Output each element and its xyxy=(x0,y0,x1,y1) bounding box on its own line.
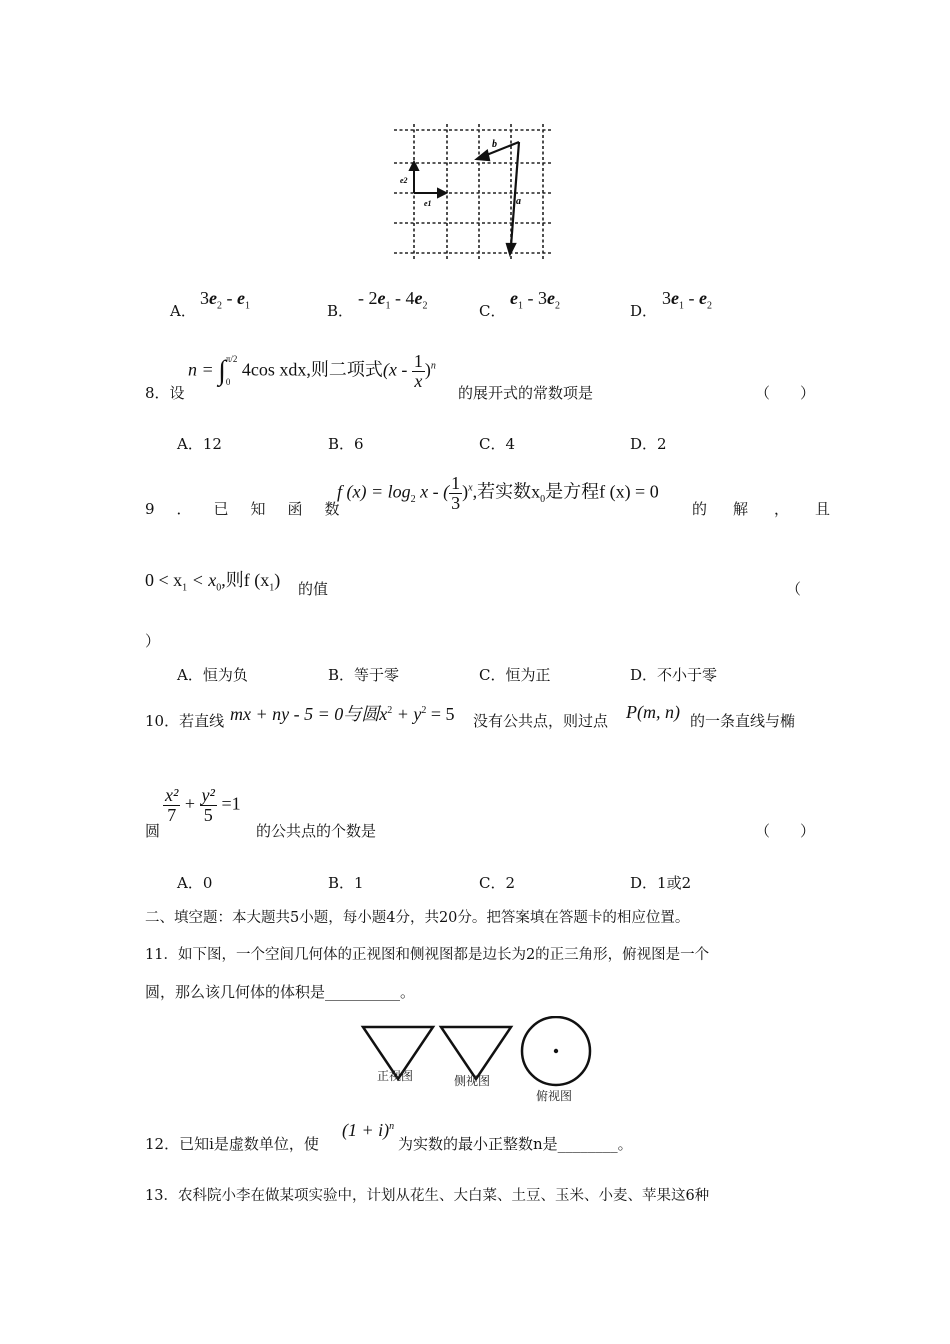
vector-b xyxy=(477,142,519,160)
q8-option-c: C．4 xyxy=(479,435,516,453)
q10-option-c: C．2 xyxy=(479,874,516,892)
q12-math: $(1 + i)^n$ xyxy=(342,1120,395,1140)
q9-option-b: B．等于零 xyxy=(328,666,400,684)
label-e1: e1 xyxy=(424,199,432,208)
q10-line2-text: 的公共点的个数是 xyxy=(256,822,377,840)
q9-paren-close: ） xyxy=(145,632,161,650)
caption-front-view: 正视图 xyxy=(377,1069,414,1083)
caption-side-view: 侧视图 xyxy=(454,1074,491,1088)
q13-line1: 13．农科院小李在做某项实验中，计划从花生、大白菜、土豆、玉米、小麦、苹果这6种 xyxy=(145,1188,710,1204)
q11-line1: 11．如下图，一个空间几何体的正视图和侧视图都是边长为2的正三角形，俯视图是一个 xyxy=(145,947,710,963)
q10-ellipse-eq: $\frac{\text{x²}}{7}$ + $\frac{\text{y²}}{5}$ =1 xyxy=(165,785,241,825)
q9-math: f $(x) = \log_2 x$ - ( $\frac{1}{3}$ )$^x$,若实数$x_0$是方程f (x) = 0 xyxy=(337,473,659,513)
q10-suffix: 的一条直线与椭 xyxy=(690,712,796,730)
q9-option-d: D．不小于零 xyxy=(630,666,718,684)
top-view-center xyxy=(554,1049,558,1053)
label-b: b xyxy=(492,139,497,150)
side-view-triangle xyxy=(441,1027,511,1079)
q10-point: P(m, n) xyxy=(626,702,680,722)
q8-math: n = ∫ π/2 0 4cos xdx,则二项式(x - $\frac{1}{x}$ )$^n$ xyxy=(188,351,436,391)
q9-option-a: A．恒为负 xyxy=(177,666,248,684)
q8-answer-paren: （ ） xyxy=(755,384,816,402)
q12-prefix: 12．已知i是虚数单位，使 xyxy=(145,1135,319,1153)
q9-prefix: 9．已知函数 xyxy=(145,500,362,518)
q12-suffix: 为实数的最小正整数n是________。 xyxy=(398,1135,633,1153)
q9-suffix: 的解，且 xyxy=(692,500,857,518)
q10-option-a: A．0 xyxy=(177,874,213,892)
q10-prefix: 10．若直线 xyxy=(145,712,225,730)
q8-number: 8．设 xyxy=(145,384,185,402)
q10-option-b: B．1 xyxy=(328,874,364,892)
q7-option-b-expr: - $2e_1 - 4e_2$ xyxy=(358,288,428,312)
q8-option-d: D．2 xyxy=(630,435,667,453)
basis-vectors xyxy=(410,162,446,197)
section-2-heading: 二、填空题：本大题共5小题，每小题4分，共20分。把答案填在答题卡的相应位置。 xyxy=(145,910,690,926)
three-views-figure xyxy=(355,1016,605,1108)
q7-option-c-expr: $e_1 - 3e_2$ xyxy=(510,288,560,312)
q7-option-a-letter: A． xyxy=(170,302,196,320)
caption-top-view: 俯视图 xyxy=(536,1089,573,1103)
q11-line2: 圆，那么该几何体的体积是__________。 xyxy=(145,983,416,1001)
q8-option-b: B．6 xyxy=(328,435,364,453)
q8-text: 的展开式的常数项是 xyxy=(458,384,594,402)
q9-paren-open: （ xyxy=(786,580,802,598)
q7-option-c-letter: C． xyxy=(479,302,506,320)
q8-option-a: A．12 xyxy=(177,435,222,453)
q7-option-d-expr: $3e_1 - e_2$ xyxy=(662,288,712,312)
q9-option-c: C．恒为正 xyxy=(479,666,551,684)
q7-option-a-expr: $3e_2 - e_1$ xyxy=(200,288,250,312)
q10-math-line: mx + ny - 5 = 0与圆$x^2 + y^2 = 5$ xyxy=(230,704,455,724)
q10-answer-paren: （ ） xyxy=(755,822,816,840)
q10-mid-text: 没有公共点，则过点 xyxy=(473,712,609,730)
q10-option-d: D．1或2 xyxy=(630,874,692,892)
vector-grid-figure xyxy=(392,120,554,262)
q7-option-b-letter: B． xyxy=(327,302,354,320)
q9-line2-text: 的值 xyxy=(298,580,329,598)
q9-line2-math: $0 < x_1 < x_0$,则f $(x_1)$ xyxy=(145,570,281,594)
q7-option-d-letter: D． xyxy=(630,302,658,320)
label-e2: e2 xyxy=(400,176,408,185)
q10-yuan: 圆 xyxy=(145,822,161,840)
label-a: a xyxy=(516,196,521,207)
